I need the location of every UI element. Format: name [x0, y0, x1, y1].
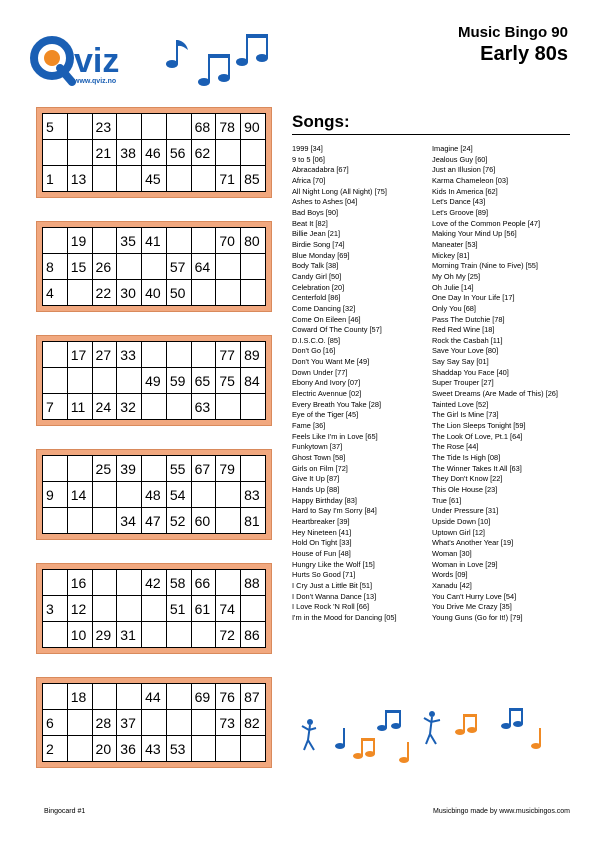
song-item: Uptown Girl [12] — [432, 527, 485, 537]
song-item: Love of the Common People [47] — [432, 218, 541, 228]
bingo-cell: 73 — [216, 710, 241, 736]
song-item: 1999 [34] — [292, 144, 323, 153]
bingo-row — [43, 114, 266, 140]
bingo-cell — [43, 622, 68, 648]
bingo-cell — [67, 710, 92, 736]
song-item: Hold On Tight [33] — [292, 538, 352, 548]
bingo-cell — [117, 368, 142, 394]
bingo-cell: 5 — [43, 114, 68, 140]
bingo-grid — [42, 341, 266, 420]
bingo-cell: 83 — [241, 482, 266, 508]
song-item: Maneater [53] — [432, 239, 478, 249]
song-item: Don't You Want Me [49] — [292, 357, 370, 367]
song-item: Ghost Town [58] — [292, 453, 346, 463]
song-item: Happy Birthday [83] — [292, 495, 357, 505]
bingo-cell: 82 — [241, 710, 266, 736]
bingo-cell — [216, 570, 241, 596]
bingo-cell — [191, 482, 216, 508]
bingo-cell: 21 — [92, 140, 117, 166]
song-item: Mickey [81] — [432, 250, 470, 260]
bingo-cell — [92, 482, 117, 508]
song-item: Don't Go [16] — [292, 346, 336, 356]
bingo-cell — [191, 342, 216, 368]
song-item: Karma Chameleon [03] — [432, 175, 508, 185]
song-item: The Rose [44] — [432, 442, 479, 452]
bingo-cell — [241, 254, 266, 280]
song-item: Feels Like I'm in Love [65] — [292, 431, 378, 441]
bingo-cell: 31 — [117, 622, 142, 648]
bingo-cell: 30 — [117, 280, 142, 306]
song-item: One Day In Your Life [17] — [432, 293, 515, 303]
bingo-cell — [216, 394, 241, 420]
bingo-row — [43, 482, 266, 508]
song-item: Hands Up [88] — [292, 485, 340, 494]
bingo-cell: 19 — [67, 228, 92, 254]
song-item: Eye of the Tiger [45] — [292, 410, 359, 420]
song-item: Beat It [82] — [292, 218, 328, 228]
bingo-cell: 75 — [216, 368, 241, 394]
bingo-cell: 27 — [92, 342, 117, 368]
song-item: Come Dancing [32] — [292, 303, 356, 313]
song-item: Upside Down [10] — [432, 516, 491, 526]
song-item: Hard to Say I'm Sorry [84] — [292, 506, 377, 516]
bingo-cell — [43, 342, 68, 368]
bingo-cell: 29 — [92, 622, 117, 648]
song-item: Words [09] — [432, 570, 468, 580]
bingo-cell — [67, 456, 92, 482]
bingo-cell — [67, 508, 92, 534]
bingo-cell — [191, 280, 216, 306]
bingo-cell — [92, 228, 117, 254]
bingo-cell: 38 — [117, 140, 142, 166]
music-notes-icon — [160, 30, 280, 100]
bingo-cell: 4 — [43, 280, 68, 306]
bingo-cell — [142, 596, 167, 622]
bingo-cell: 76 — [216, 684, 241, 710]
bingo-grid — [42, 113, 266, 192]
bingo-cell: 40 — [142, 280, 167, 306]
bingo-cell — [191, 710, 216, 736]
bingo-cell: 50 — [166, 280, 191, 306]
bingo-cell: 37 — [117, 710, 142, 736]
bingo-cell: 44 — [142, 684, 167, 710]
bingo-cell: 2 — [43, 736, 68, 762]
bingo-row — [43, 394, 266, 420]
bingo-grid — [42, 455, 266, 534]
bingo-card-4 — [36, 449, 272, 540]
song-item: Blue Monday [69] — [292, 250, 350, 260]
bingo-cell: 33 — [117, 342, 142, 368]
song-item: D.I.S.C.O. [85] — [292, 335, 341, 345]
bingo-cell — [92, 508, 117, 534]
bingo-card-3 — [36, 335, 272, 426]
bingo-cell: 17 — [67, 342, 92, 368]
bingo-cell — [92, 570, 117, 596]
bingo-cell: 39 — [117, 456, 142, 482]
songs-divider — [292, 134, 570, 135]
bingo-cell — [92, 368, 117, 394]
bingo-cell: 41 — [142, 228, 167, 254]
song-item: Red Red Wine [18] — [432, 325, 495, 335]
credits: Musicbingo made by www.musicbingos.com — [433, 808, 570, 815]
bingo-cell: 1 — [43, 166, 68, 192]
song-item: Body Talk [38] — [292, 261, 339, 271]
bingo-cell: 70 — [216, 228, 241, 254]
bingo-cell: 15 — [67, 254, 92, 280]
bingo-grid — [42, 569, 266, 648]
bingo-cell — [166, 710, 191, 736]
bingo-cell: 18 — [67, 684, 92, 710]
bingo-cell: 90 — [241, 114, 266, 140]
bingo-cell — [216, 254, 241, 280]
song-item: Oh Julie [14] — [432, 282, 474, 292]
bingo-cell — [67, 114, 92, 140]
bingo-cell — [43, 228, 68, 254]
bingo-cell: 16 — [67, 570, 92, 596]
bingo-grid — [42, 227, 266, 306]
bingo-card-2 — [36, 221, 272, 312]
song-item: Only You [68] — [432, 303, 476, 313]
bingo-cell: 55 — [166, 456, 191, 482]
bingo-row — [43, 710, 266, 736]
bingo-cell — [43, 140, 68, 166]
bingo-row — [43, 456, 266, 482]
bingo-cell: 47 — [142, 508, 167, 534]
qviz-logo — [30, 30, 150, 100]
song-item: Bad Boys [90] — [292, 207, 339, 217]
bingo-row — [43, 368, 266, 394]
bingo-row — [43, 570, 266, 596]
song-item: You Can't Hurry Love [54] — [432, 591, 517, 601]
bingo-cell — [67, 368, 92, 394]
bingo-cell — [142, 456, 167, 482]
bingo-row — [43, 166, 266, 192]
bingo-cell: 35 — [117, 228, 142, 254]
song-item: Let's Groove [89] — [432, 207, 489, 217]
bingo-cell: 32 — [117, 394, 142, 420]
bingo-cell: 58 — [166, 570, 191, 596]
bingo-cell: 80 — [241, 228, 266, 254]
song-item: True [61] — [432, 495, 462, 505]
bingo-row — [43, 596, 266, 622]
bingo-cell — [117, 166, 142, 192]
bingo-cell: 14 — [67, 482, 92, 508]
bingo-grid — [42, 683, 266, 762]
bingo-cell: 6 — [43, 710, 68, 736]
song-item: What's Another Year [19] — [432, 538, 514, 548]
bingo-cell: 49 — [142, 368, 167, 394]
bingo-cell: 48 — [142, 482, 167, 508]
song-item: The Look Of Love, Pt.1 [64] — [432, 431, 523, 441]
bingo-cell — [216, 280, 241, 306]
qviz-logo-graphic — [30, 30, 150, 100]
page-subtitle: Early 80s — [480, 43, 568, 65]
title-block — [458, 24, 568, 66]
song-item: Come On Eileen [46] — [292, 314, 361, 324]
bingo-cell: 63 — [191, 394, 216, 420]
bingo-cell: 51 — [166, 596, 191, 622]
bingo-cell: 84 — [241, 368, 266, 394]
song-item: This Ole House [23] — [432, 485, 498, 494]
dancing-notes-illustration — [300, 700, 560, 780]
bingo-cell: 20 — [92, 736, 117, 762]
song-item: Xanadu [42] — [432, 580, 472, 590]
bingo-cell: 42 — [142, 570, 167, 596]
song-item: Rock the Casbah [11] — [432, 335, 503, 345]
bingo-cell — [117, 596, 142, 622]
bingo-cell: 65 — [191, 368, 216, 394]
song-item: Electric Avennue [02] — [292, 389, 362, 399]
song-item: Give It Up [87] — [292, 474, 340, 484]
bingo-cell: 7 — [43, 394, 68, 420]
bingo-cell — [166, 114, 191, 140]
bingo-cell — [43, 368, 68, 394]
bingo-row — [43, 736, 266, 762]
bingo-cell: 71 — [216, 166, 241, 192]
bingo-cell — [166, 394, 191, 420]
bingo-cell — [241, 140, 266, 166]
bingo-row — [43, 280, 266, 306]
bingo-cell — [216, 140, 241, 166]
bingo-cell: 36 — [117, 736, 142, 762]
bingo-cell: 68 — [191, 114, 216, 140]
song-item: Heartbreaker [39] — [292, 516, 350, 526]
song-item: Pass The Dutchie [78] — [432, 314, 505, 324]
bingo-cell — [191, 166, 216, 192]
song-list-column-2 — [432, 144, 558, 624]
bingo-row — [43, 228, 266, 254]
bingo-cell: 46 — [142, 140, 167, 166]
bingo-cell — [92, 166, 117, 192]
song-item: I Don't Wanna Dance [13] — [292, 591, 377, 601]
bingo-row — [43, 622, 266, 648]
song-item: Ebony And Ivory [07] — [292, 378, 361, 388]
bingo-row — [43, 254, 266, 280]
song-item: Coward Of The County [57] — [292, 325, 382, 335]
bingo-cell — [241, 280, 266, 306]
bingo-cell: 77 — [216, 342, 241, 368]
song-item: The Tide Is High [08] — [432, 453, 501, 463]
bingo-cell — [43, 508, 68, 534]
song-item: Woman in Love [29] — [432, 559, 498, 569]
bingo-row — [43, 342, 266, 368]
bingo-row — [43, 684, 266, 710]
bingo-cell — [241, 456, 266, 482]
song-item: Hungry Like the Wolf [15] — [292, 559, 375, 569]
bingo-cell: 23 — [92, 114, 117, 140]
bingo-cell: 11 — [67, 394, 92, 420]
bingo-cell — [166, 342, 191, 368]
bingo-cell — [166, 684, 191, 710]
bingo-cell: 28 — [92, 710, 117, 736]
song-item: All Night Long (All Night) [75] — [292, 186, 387, 196]
bingo-row — [43, 140, 266, 166]
bingo-cell: 3 — [43, 596, 68, 622]
song-item: Girls on Film [72] — [292, 463, 348, 473]
bingo-cell — [166, 228, 191, 254]
bingo-cell: 10 — [67, 622, 92, 648]
bingo-cell: 78 — [216, 114, 241, 140]
bingo-cell — [117, 114, 142, 140]
page-title: Music Bingo 90 — [457, 24, 568, 41]
bingo-cell: 60 — [191, 508, 216, 534]
song-item: Shaddap You Face [40] — [432, 367, 509, 377]
song-item: My Oh My [25] — [432, 271, 481, 281]
bingo-cell: 72 — [216, 622, 241, 648]
song-item: Sweet Dreams (Are Made of This) [26] — [432, 389, 558, 399]
song-item: Young Guns (Go for It!) [79] — [432, 612, 523, 622]
bingo-cell: 79 — [216, 456, 241, 482]
song-item: The Winner Takes It All [63] — [432, 463, 522, 473]
bingo-cell — [142, 622, 167, 648]
bingo-cell — [92, 684, 117, 710]
bingocard-number: Bingocard #1 — [44, 808, 86, 815]
song-item: Just an Illusion [76] — [432, 165, 496, 175]
bingo-card-6 — [36, 677, 272, 768]
song-item: Super Trouper [27] — [432, 378, 494, 388]
bingo-cell: 53 — [166, 736, 191, 762]
song-item: Hurts So Good [71] — [292, 570, 356, 580]
bingo-cell: 62 — [191, 140, 216, 166]
song-item: Africa [70] — [292, 175, 326, 185]
bingo-cell: 54 — [166, 482, 191, 508]
song-list-column-1 — [292, 144, 397, 624]
bingo-cell: 81 — [241, 508, 266, 534]
svg-text:viz: viz — [74, 42, 120, 80]
bingo-cell — [216, 482, 241, 508]
bingo-cell: 24 — [92, 394, 117, 420]
song-item: I'm in the Mood for Dancing [05] — [292, 612, 397, 622]
bingo-row — [43, 508, 266, 534]
bingo-cell: 57 — [166, 254, 191, 280]
bingo-cell: 64 — [191, 254, 216, 280]
song-item: Making Your Mind Up [56] — [432, 229, 517, 239]
bingo-cell — [67, 736, 92, 762]
song-item: Let's Dance [43] — [432, 197, 486, 207]
bingo-cell: 56 — [166, 140, 191, 166]
song-item: I Cry Just a Little Bit [51] — [292, 580, 373, 590]
song-item: Funkytown [37] — [292, 442, 343, 452]
song-item: Centerfold [86] — [292, 293, 341, 303]
bingo-card-1 — [36, 107, 272, 198]
bingo-cell — [117, 482, 142, 508]
bingo-cell: 26 — [92, 254, 117, 280]
bingo-cell — [43, 456, 68, 482]
song-item: Celebration [20] — [292, 282, 345, 292]
song-item: Save Your Love [80] — [432, 346, 499, 356]
bingo-cell: 22 — [92, 280, 117, 306]
bingo-cell: 8 — [43, 254, 68, 280]
bingo-cell: 45 — [142, 166, 167, 192]
bingo-cell: 89 — [241, 342, 266, 368]
bingo-cell: 43 — [142, 736, 167, 762]
song-item: Fame [36] — [292, 421, 326, 431]
song-item: They Don't Know [22] — [432, 474, 503, 484]
song-item: Under Pressure [31] — [432, 506, 499, 516]
bingo-cell — [117, 684, 142, 710]
bingo-cell: 85 — [241, 166, 266, 192]
bingo-cell — [142, 254, 167, 280]
bingo-cell: 88 — [241, 570, 266, 596]
song-item: 9 to 5 [06] — [292, 154, 325, 164]
song-item: I Love Rock 'N Roll [66] — [292, 602, 369, 612]
song-item: Every Breath You Take [28] — [292, 399, 382, 409]
bingo-cell — [216, 508, 241, 534]
song-item: House of Fun [48] — [292, 548, 351, 558]
song-item: Kids In America [62] — [432, 186, 498, 196]
bingo-cell: 12 — [67, 596, 92, 622]
bingo-cell: 59 — [166, 368, 191, 394]
song-item: Abracadabra [67] — [292, 165, 349, 175]
bingo-cell — [191, 228, 216, 254]
bingo-cell — [67, 280, 92, 306]
song-item: Hey Nineteen [41] — [292, 527, 352, 537]
song-item: Birdie Song [74] — [292, 239, 345, 249]
song-item: Imagine [24] — [432, 144, 473, 153]
bingo-cell: 52 — [166, 508, 191, 534]
bingo-cell — [142, 114, 167, 140]
bingo-cell — [142, 394, 167, 420]
bingo-cell — [241, 736, 266, 762]
logo-url: www.qviz.no — [74, 78, 117, 85]
bingo-cell — [67, 140, 92, 166]
bingo-cell — [43, 684, 68, 710]
bingo-cell: 9 — [43, 482, 68, 508]
bingo-cell — [166, 622, 191, 648]
bingo-cell: 74 — [216, 596, 241, 622]
song-item: Ashes to Ashes [04] — [292, 197, 358, 207]
bingo-cell: 86 — [241, 622, 266, 648]
bingo-cell — [117, 254, 142, 280]
song-item: Jealous Guy [60] — [432, 154, 488, 164]
bingo-cell — [142, 710, 167, 736]
bingo-cell — [241, 394, 266, 420]
bingo-cell — [216, 736, 241, 762]
bingo-cell — [241, 596, 266, 622]
bingo-cell: 69 — [191, 684, 216, 710]
bingo-cell: 87 — [241, 684, 266, 710]
bingo-cell — [166, 166, 191, 192]
songs-heading: Songs: — [292, 112, 350, 131]
bingo-cell — [191, 622, 216, 648]
song-item: Morning Train (Nine to Five) [55] — [432, 261, 538, 271]
bingo-cell: 25 — [92, 456, 117, 482]
song-item: Tainted Love [52] — [432, 399, 489, 409]
song-item: The Girl Is Mine [73] — [432, 410, 499, 420]
bingo-cell — [92, 596, 117, 622]
bingo-cell: 66 — [191, 570, 216, 596]
bingo-card-5 — [36, 563, 272, 654]
bingo-cell: 61 — [191, 596, 216, 622]
song-item: Candy Girl [50] — [292, 271, 342, 281]
bingo-cell — [117, 570, 142, 596]
song-item: Woman [30] — [432, 548, 472, 558]
bingo-cell — [43, 570, 68, 596]
bingo-cell: 34 — [117, 508, 142, 534]
bingo-cell: 67 — [191, 456, 216, 482]
song-item: You Drive Me Crazy [35] — [432, 602, 512, 612]
song-item: Down Under [77] — [292, 367, 348, 377]
song-item: Billie Jean [21] — [292, 229, 341, 239]
bingo-cell — [191, 736, 216, 762]
song-item: Say Say Say [01] — [432, 357, 489, 367]
bingo-cell — [142, 342, 167, 368]
bingo-cell: 13 — [67, 166, 92, 192]
song-item: The Lion Sleeps Tonight [59] — [432, 421, 526, 431]
